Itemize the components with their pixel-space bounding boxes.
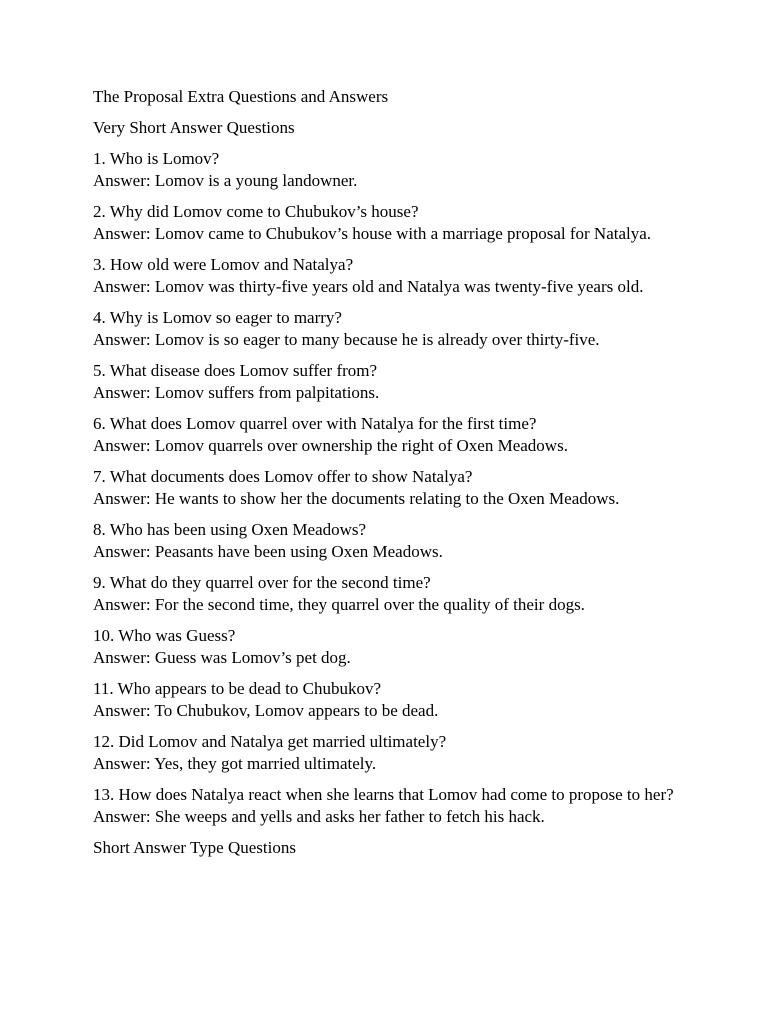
- answer-text: Answer: Guess was Lomov’s pet dog.: [93, 648, 351, 667]
- qa-item-7: [93, 466, 683, 510]
- question-text: 12. Did Lomov and Natalya get married ultimately?: [93, 732, 447, 751]
- qa-item-8: [93, 519, 683, 563]
- qa-item-3: [93, 254, 683, 298]
- answer-text: Answer: She weeps and yells and asks her father to fetch his hack.: [93, 807, 545, 826]
- qa-item-1: [93, 148, 683, 192]
- answer-text: Answer: Lomov is so eager to many because he is already over thirty-five.: [93, 330, 600, 349]
- answer-text: Answer: Lomov suffers from palpitations.: [93, 383, 380, 402]
- answer-text: Answer: To Chubukov, Lomov appears to be dead.: [93, 701, 439, 720]
- question-text: 11. Who appears to be dead to Chubukov?: [93, 679, 381, 698]
- document-page: [93, 86, 683, 868]
- qa-item-9: [93, 572, 683, 616]
- qa-item-2: [93, 201, 683, 245]
- document-title: The Proposal Extra Questions and Answers: [93, 87, 389, 106]
- answer-text: Answer: Lomov came to Chubukov’s house with a marriage proposal for Natalya.: [93, 224, 652, 243]
- qa-item-13: [93, 784, 683, 828]
- question-text: 2. Why did Lomov come to Chubukov’s house?: [93, 202, 419, 221]
- qa-item-4: [93, 307, 683, 351]
- question-text: 9. What do they quarrel over for the second time?: [93, 573, 431, 592]
- question-text: 10. Who was Guess?: [93, 626, 236, 645]
- question-text: 5. What disease does Lomov suffer from?: [93, 361, 378, 380]
- answer-text: Answer: For the second time, they quarrel over the quality of their dogs.: [93, 595, 585, 614]
- question-text: 6. What does Lomov quarrel over with Natalya for the first time?: [93, 414, 537, 433]
- qa-item-10: [93, 625, 683, 669]
- answer-text: Answer: He wants to show her the documents relating to the Oxen Meadows.: [93, 489, 620, 508]
- qa-item-6: [93, 413, 683, 457]
- question-text: 3. How old were Lomov and Natalya?: [93, 255, 354, 274]
- answer-text: Answer: Peasants have been using Oxen Meadows.: [93, 542, 443, 561]
- question-text: 8. Who has been using Oxen Meadows?: [93, 520, 367, 539]
- qa-item-12: [93, 731, 683, 775]
- question-text: 7. What documents does Lomov offer to show Natalya?: [93, 467, 473, 486]
- qa-item-5: [93, 360, 683, 404]
- answer-text: Answer: Lomov was thirty-five years old and Natalya was twenty-five years old.: [93, 277, 644, 296]
- question-text: 1. Who is Lomov?: [93, 149, 220, 168]
- answer-text: Answer: Lomov is a young landowner.: [93, 171, 358, 190]
- qa-item-11: [93, 678, 683, 722]
- answer-text: Answer: Yes, they got married ultimately.: [93, 754, 377, 773]
- question-text: 13. How does Natalya react when she learns that Lomov had come to propose to her?: [93, 785, 674, 804]
- section-heading-very-short: Very Short Answer Questions: [93, 118, 295, 137]
- section-heading-short: Short Answer Type Questions: [93, 838, 296, 857]
- question-text: 4. Why is Lomov so eager to marry?: [93, 308, 342, 327]
- answer-text: Answer: Lomov quarrels over ownership the right of Oxen Meadows.: [93, 436, 568, 455]
